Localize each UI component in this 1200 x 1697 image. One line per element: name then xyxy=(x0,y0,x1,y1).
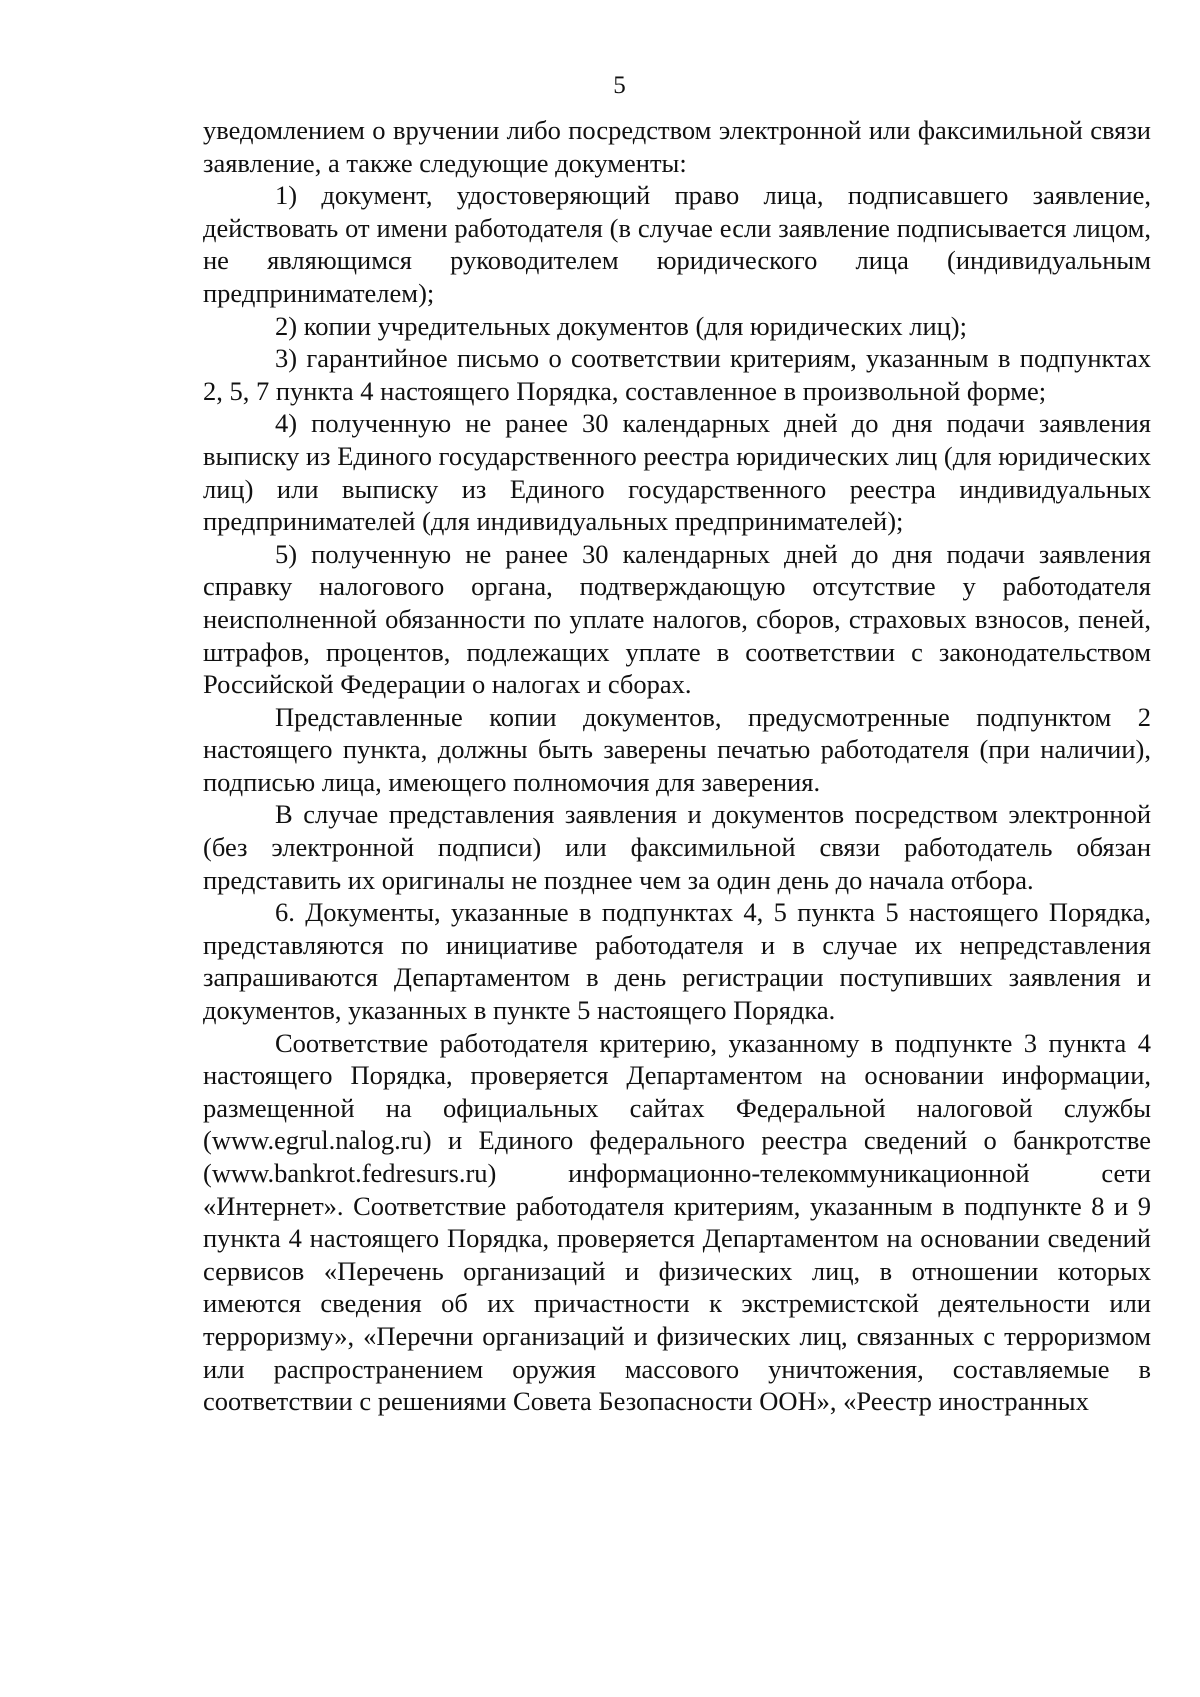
paragraph-criteria-verification: Соответствие работодателя критерию, указанному в подпункте 3 пункта 4 настоящего Порядка, проверяется Департаментом на основании информации, размещенной на официальных сайтах Федеральной налоговой службы (www.egrul.nalog.ru) и Единого федерального реестра сведений о банкротстве (www.bankrot.fedresurs.ru) информационно-телекоммуникационной сети «Интернет». Соответствие работодателя критериям, указанным в подпункте 8 и 9 пункта 4 настоящего Порядка, проверяется Департаментом на основании сведений сервисов «Перечень организаций и физических лиц, в отношении которых имеются сведения об их причастности к экстремистской деятельности или терроризму», «Перечни организаций и физических лиц, связанных с терроризмом или распространением оружия массового уничтожения, составляемые в соответствии с решениями Совета Безопасности ООН», «Реестр иностранных xyxy=(203,1027,1151,1417)
paragraph-section-6: 6. Документы, указанные в подпунктах 4, 5 пункта 5 настоящего Порядка, представляются по инициативе работодателя и в случае их непредставления запрашиваются Департаментом в день регистрации поступивших заявления и документов, указанных в пункте 5 настоящего Порядка. xyxy=(203,897,1151,1026)
page-number: 5 xyxy=(613,72,626,99)
paragraph-item-3: 3) гарантийное письмо о соответствии критериям, указанным в подпунктах 2, 5, 7 пункта 4 настоящего Порядка, составленное в произвольной форме; xyxy=(203,343,1151,406)
document-body xyxy=(203,114,1151,1418)
paragraph-copies-certification: Представленные копии документов, предусмотренные подпунктом 2 настоящего пункта, должны быть заверены печатью работодателя (при наличии), подписью лица, имеющего полномочия для заверения. xyxy=(203,701,1151,797)
paragraph-item-1: 1) документ, удостоверяющий право лица, подписавшего заявление, действовать от имени работодателя (в случае если заявление подписывается лицом, не являющимся руководителем юридического лица (индивидуальным предпринимателем); xyxy=(203,180,1151,308)
paragraph-item-2: 2) копии учредительных документов (для юридических лиц); xyxy=(275,310,967,341)
paragraph-continuation: уведомлением о вручении либо посредством электронной или факсимильной связи заявление, а также следующие документы: xyxy=(203,115,1151,178)
paragraph-electronic-submission: В случае представления заявления и документов посредством электронной (без электронной подписи) или факсимильной связи работодатель обязан представить их оригиналы не позднее чем за один день до начала отбора. xyxy=(203,799,1151,895)
paragraph-item-4: 4) полученную не ранее 30 календарных дней до дня подачи заявления выписку из Единого государственного реестра юридических лиц (для юридических лиц) или выписку из Единого государственного реестра индивидуальных предпринимателей (для индивидуальных предпринимателей); xyxy=(203,408,1151,537)
paragraph-item-5: 5) полученную не ранее 30 календарных дней до дня подачи заявления справку налогового органа, подтверждающую отсутствие у работодателя неисполненной обязанности по уплате налогов, сборов, страховых взносов, пеней, штрафов, процентов, подлежащих уплате в соответствии с законодательством Российской Федерации о налогах и сборах. xyxy=(203,538,1151,700)
